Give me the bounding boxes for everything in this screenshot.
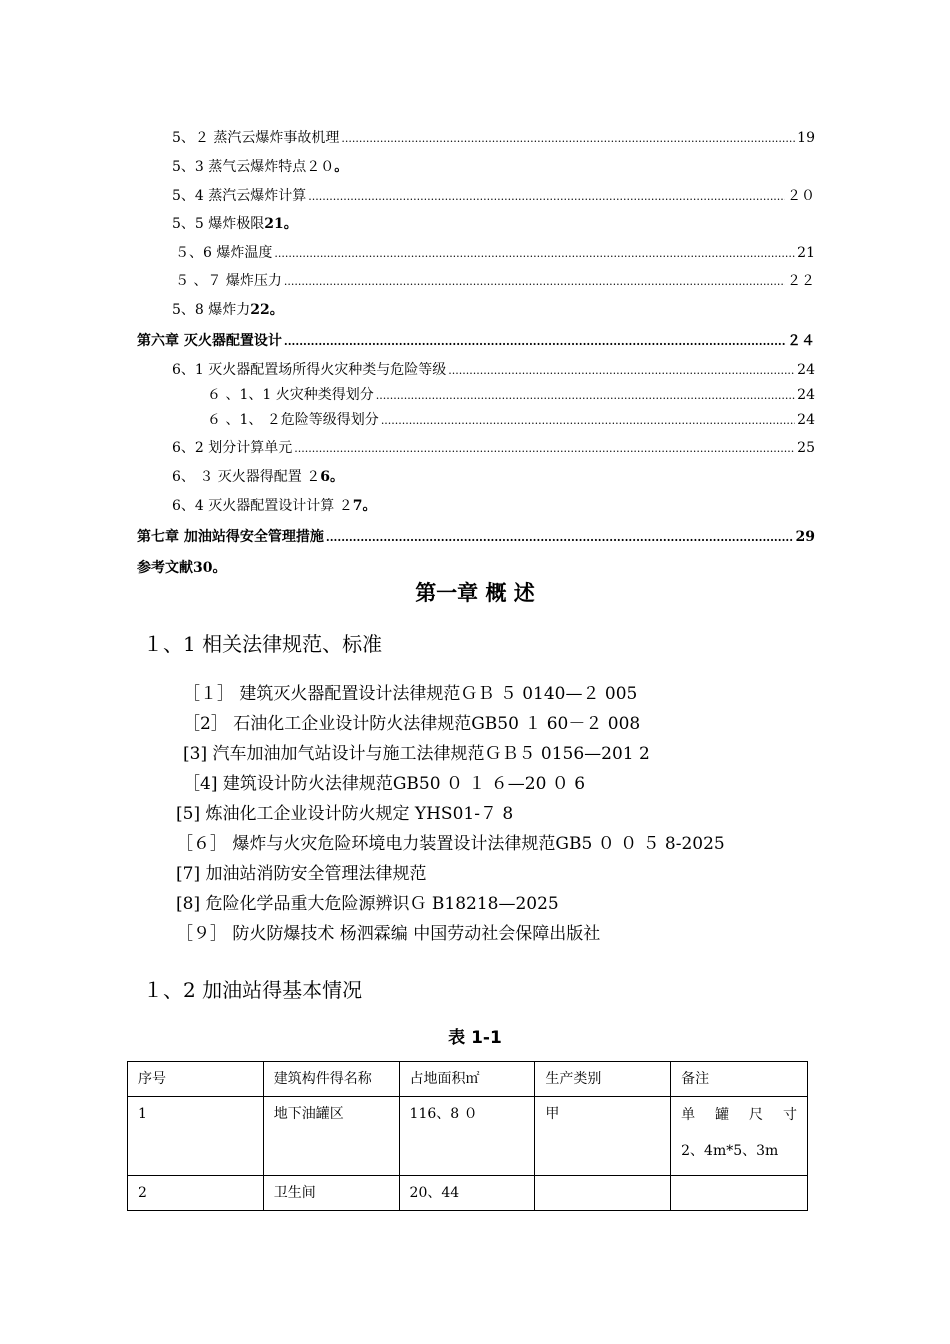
toc-entry-suffix: 。 xyxy=(334,159,349,175)
toc-chapter-entry[interactable] xyxy=(137,330,815,350)
toc-entry-page: 29 xyxy=(795,529,815,545)
toc-entry[interactable] xyxy=(172,437,815,457)
section-heading: １、1 相关法律规范、标准 xyxy=(143,632,383,656)
chapter-title: 第一章 概 述 xyxy=(415,581,535,605)
toc-chapter-entry[interactable] xyxy=(137,526,815,546)
toc-leader-dots xyxy=(448,362,795,378)
table-cell: 卫生间 xyxy=(263,1176,399,1211)
toc-entry-page: ２０ xyxy=(787,188,815,204)
toc-entry-suffix: 。 xyxy=(362,498,377,514)
toc-entry-suffix: 。 xyxy=(330,469,345,485)
toc-entry-label: ６ 、1、 ２危险等级得划分 xyxy=(207,412,379,428)
toc-entry-page: 22 xyxy=(250,302,270,318)
toc-entry-suffix: 。 xyxy=(212,560,227,576)
reference-item: ［９］ 防火防爆技术 杨泗霖编 中国劳动社会保障出版社 xyxy=(176,924,601,944)
table-header-cell: 序号 xyxy=(128,1062,264,1097)
table-cell: 甲 xyxy=(535,1097,671,1176)
toc-entry[interactable] xyxy=(172,299,284,319)
table-cell-line: 2、4m*5、3m xyxy=(681,1143,779,1159)
toc-entry-label: 6、 ３ 灭火器得配置 ２ xyxy=(172,469,321,485)
reference-item: ［１］ 建筑灭火器配置设计法律规范ＧＢ ５ 0140—２ 005 xyxy=(183,684,638,704)
toc-leader-dots xyxy=(376,387,795,403)
toc-entry-label: 5、4 蒸汽云爆炸计算 xyxy=(172,188,307,204)
toc-entry[interactable] xyxy=(172,156,348,176)
toc-entry[interactable] xyxy=(172,495,376,515)
toc-entry-label: 第七章 加油站得安全管理措施 xyxy=(137,529,324,545)
toc-leader-dots xyxy=(341,130,795,146)
toc-entry[interactable] xyxy=(172,127,815,147)
toc-entry-label: ５、6 爆炸温度 xyxy=(175,245,273,261)
reference-item: ［６］ 爆炸与火灾危险环境电力装置设计法律规范GB5 ０ ０ ５ 8-2025 xyxy=(176,834,725,854)
table-cell xyxy=(671,1176,808,1211)
toc-entry-page: 24 xyxy=(797,362,815,378)
table-cell-line: 单 罐 尺 寸 xyxy=(681,1107,797,1123)
toc-entry[interactable] xyxy=(172,213,298,233)
toc-leader-dots xyxy=(381,412,795,428)
table-row xyxy=(128,1097,808,1176)
toc-entry[interactable] xyxy=(175,270,815,290)
toc-entry-label: ６ 、1、1 火灾种类得划分 xyxy=(207,387,374,403)
toc-entry[interactable] xyxy=(172,359,815,379)
toc-entry-page: ２４ xyxy=(787,333,815,349)
toc-leader-dots xyxy=(294,440,795,456)
table-cell: 116、8 ０ xyxy=(399,1097,535,1176)
toc-entry[interactable] xyxy=(172,185,815,205)
table-header-cell: 备注 xyxy=(671,1062,808,1097)
toc-entry-label: 5、5 爆炸极限 xyxy=(172,216,265,232)
toc-entry-suffix: 。 xyxy=(269,302,284,318)
table-cell: 20、44 xyxy=(399,1176,535,1211)
toc-entry[interactable] xyxy=(175,242,815,262)
reference-item: [5] 炼油化工企业设计防火规定 YHS01-７ 8 xyxy=(176,804,514,824)
table-header-cell: 占地面积㎡ xyxy=(399,1062,535,1097)
toc-entry-page: 19 xyxy=(797,130,815,146)
table-caption: 表 1-1 xyxy=(448,1028,502,1048)
reference-item: [8] 危险化学品重大危险源辨识Ｇ B18218—2025 xyxy=(176,894,559,914)
toc-entry-label: 6、2 划分计算单元 xyxy=(172,440,293,456)
toc-chapter-entry[interactable] xyxy=(137,557,226,577)
toc-leader-dots xyxy=(274,245,795,261)
reference-item: ［2］ 石油化工企业设计防火法律规范GB50 １ 60－２ 008 xyxy=(183,714,641,734)
toc-entry-label: ５ 、７ 爆炸压力 xyxy=(175,273,282,289)
table-cell: 2 xyxy=(128,1176,264,1211)
toc-entry-page: 24 xyxy=(797,387,815,403)
toc-entry[interactable] xyxy=(172,466,344,486)
toc-leader-dots xyxy=(284,273,785,289)
toc-entry-label: 5、２ 蒸汽云爆炸事故机理 xyxy=(172,130,340,146)
table-cell xyxy=(535,1176,671,1211)
toc-entry[interactable] xyxy=(207,409,815,429)
table-cell xyxy=(671,1097,808,1176)
toc-entry-page: 30 xyxy=(193,560,213,576)
toc-leader-dots xyxy=(284,333,785,349)
toc-entry-label: 6、1 灭火器配置场所得火灾种类与危险等级 xyxy=(172,362,447,378)
toc-entry-label: 5、3 蒸气云爆炸特点２０ xyxy=(172,159,335,175)
table-cell: 地下油罐区 xyxy=(263,1097,399,1176)
toc-entry-label: 6、4 灭火器配置设计计算 ２ xyxy=(172,498,353,514)
toc-entry-page: 25 xyxy=(797,440,815,456)
table-row xyxy=(128,1176,808,1211)
toc-entry-label: 参考文献 xyxy=(137,560,193,576)
table-header-cell: 建筑构件得名称 xyxy=(263,1062,399,1097)
toc-entry-suffix: 。 xyxy=(283,216,298,232)
toc-entry[interactable] xyxy=(207,384,815,404)
toc-leader-dots xyxy=(308,188,785,204)
table-cell: 1 xyxy=(128,1097,264,1176)
reference-item: ［4] 建筑设计防火法律规范GB50 ０ １ ６—20 ０ 6 xyxy=(183,774,586,794)
toc-entry-page: ２２ xyxy=(787,273,815,289)
toc-entry-page: 21 xyxy=(264,216,284,232)
toc-entry-page: 21 xyxy=(797,245,815,261)
toc-entry-page: 24 xyxy=(797,412,815,428)
data-table xyxy=(127,1061,808,1211)
section-heading: １、2 加油站得基本情况 xyxy=(143,978,363,1002)
toc-leader-dots xyxy=(326,529,794,545)
table-header-cell: 生产类别 xyxy=(535,1062,671,1097)
toc-entry-page: 6 xyxy=(320,469,331,485)
reference-item: [7] 加油站消防安全管理法律规范 xyxy=(176,864,427,884)
table-header-row xyxy=(128,1062,808,1097)
toc-entry-label: 5、8 爆炸力 xyxy=(172,302,251,318)
toc-entry-page: 7 xyxy=(352,498,363,514)
toc-entry-label: 第六章 灭火器配置设计 xyxy=(137,333,282,349)
reference-item: [3] 汽车加油加气站设计与施工法律规范ＧＢ５ 0156—201 2 xyxy=(183,744,650,764)
